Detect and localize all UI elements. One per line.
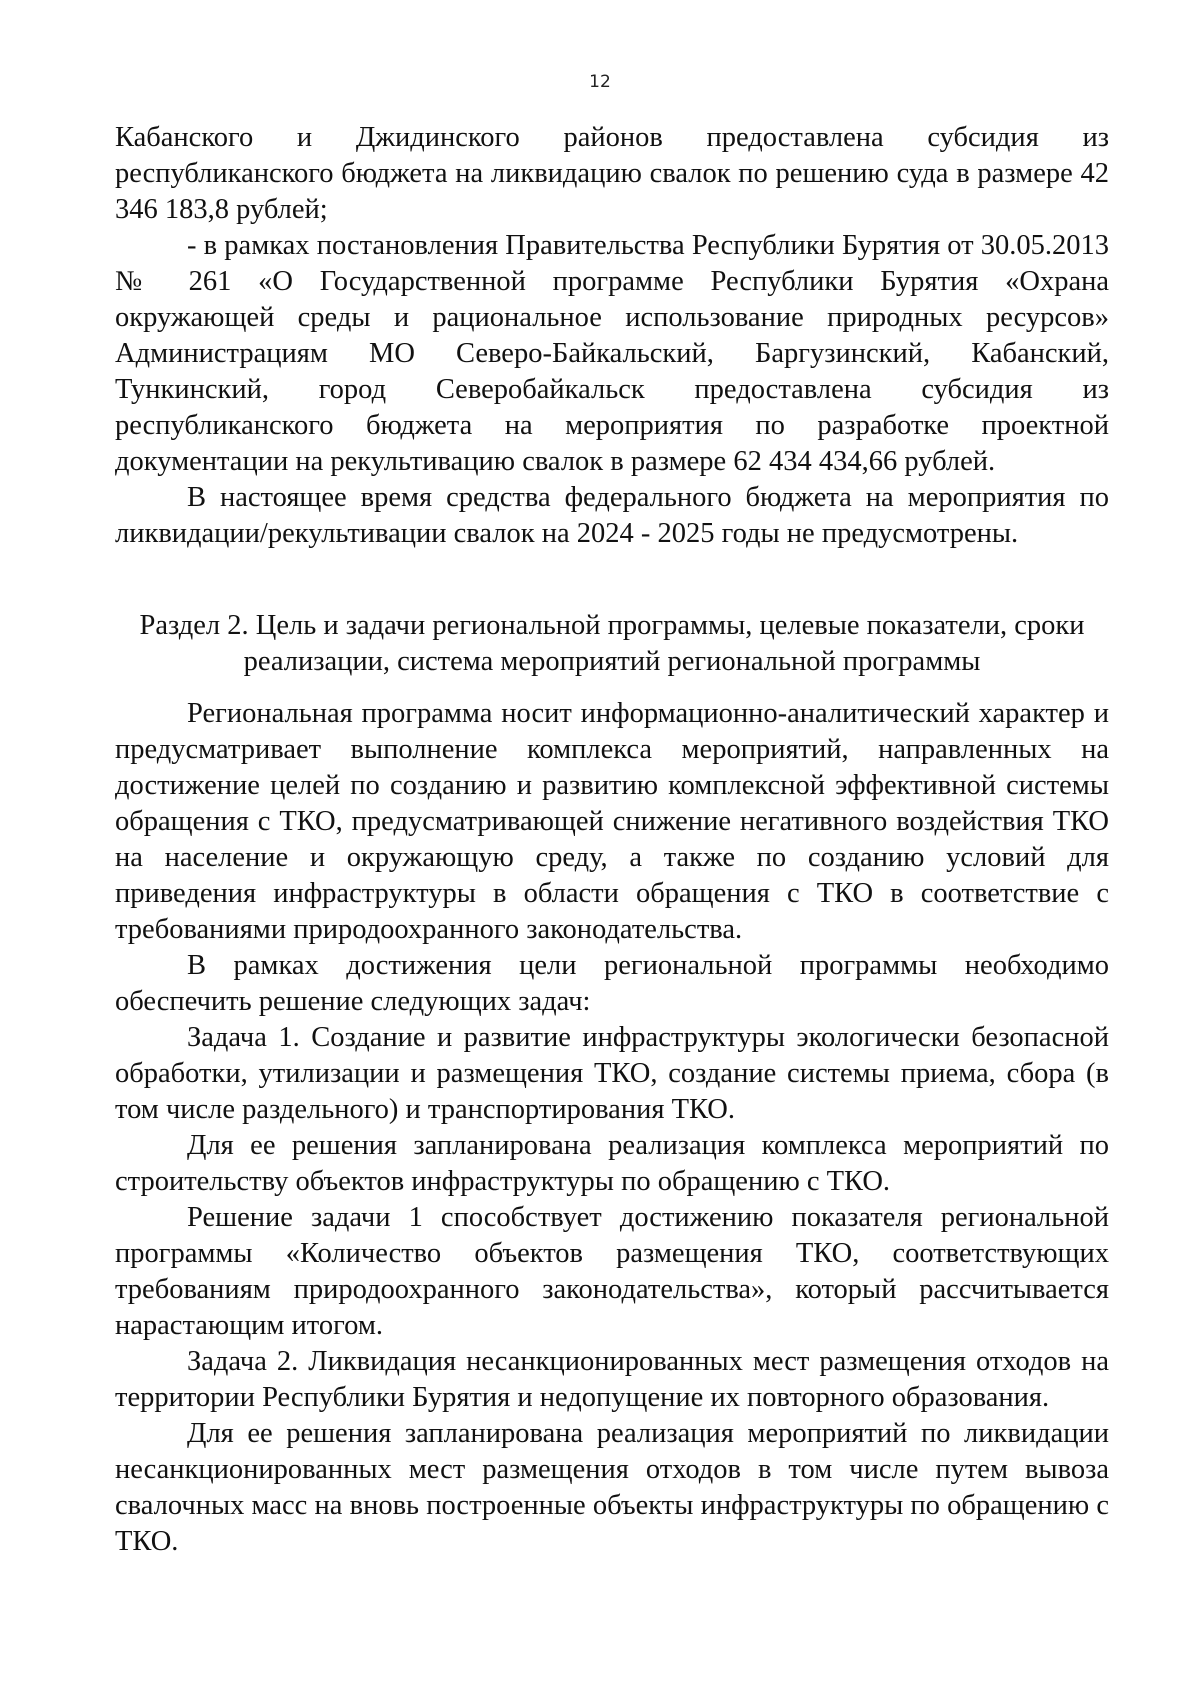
- paragraph-subsidy-court: Кабанского и Джидинского районов предоставлена субсидия из республиканского бюджета на ликвидацию свалок по решению суда в размере 42 346 183,8 рублей;: [115, 122, 1109, 225]
- spacer: [115, 680, 1109, 696]
- page-number: 12: [589, 72, 611, 92]
- paragraph-task-1: Задача 1. Создание и развитие инфраструктуры экологически безопасной обработки, утилизации и размещения ТКО, создание системы приема, сбора (в том числе раздельного) и транспортирования ТКО.: [115, 1022, 1109, 1125]
- paragraph-task-1-solution: Для ее решения запланирована реализация комплекса мероприятий по строительству объектов инфраструктуры по обращению с ТКО.: [115, 1130, 1109, 1197]
- section-2-heading: Раздел 2. Цель и задачи региональной программы, целевые показатели, сроки реализации, система мероприятий региональной программы: [139, 610, 1085, 677]
- paragraph-resolution-261: - в рамках постановления Правительства Республики Бурятия от 30.05.2013 № 261 «О Государственной программе Республики Бурятия «Охрана окружающей среды и рациональное использование природных ресурсов» Администрациям МО Северо-Байкальский, Баргузинский, Кабанский, Тункинский, город Северобайкальск предоставлена субсидия из республиканского бюджета на мероприятия по разработке проектной документации на рекультивацию свалок в размере 62 434 434,66 рублей.: [115, 230, 1109, 477]
- paragraph-task-1-indicator: Решение задачи 1 способствует достижению показателя региональной программы «Количество объектов размещения ТКО, соответствующих требованиям природоохранного законодательства», который рассчитывается нарастающим итогом.: [115, 1202, 1109, 1341]
- paragraph-program-character: Региональная программа носит информационно-аналитический характер и предусматривает выполнение комплекса мероприятий, направленных на достижение целей по созданию и развитию комплексной эффективной системы обращения с ТКО, предусматривающей снижение негативного воздействия ТКО на население и окружающую среду, а также по созданию условий для приведения инфраструктуры в области обращения с ТКО в соответствие с требованиями природоохранного законодательства.: [115, 698, 1109, 945]
- paragraph-federal-budget: В настоящее время средства федерального бюджета на мероприятия по ликвидации/рекультивации свалок на 2024 - 2025 годы не предусмотрены.: [115, 482, 1109, 549]
- paragraph-task-2: Задача 2. Ликвидация несанкционированных мест размещения отходов на территории Республики Бурятия и недопущение их повторного образования.: [115, 1346, 1109, 1413]
- paragraph-tasks-intro: В рамках достижения цели региональной программы необходимо обеспечить решение следующих задач:: [115, 950, 1109, 1017]
- document-body: [115, 120, 1109, 1560]
- spacer: [115, 552, 1109, 608]
- paragraph-task-2-solution: Для ее решения запланирована реализация мероприятий по ликвидации несанкционированных мест размещения отходов в том числе путем вывоза свалочных масс на вновь построенные объекты инфраструктуры по обращению с ТКО.: [115, 1418, 1109, 1557]
